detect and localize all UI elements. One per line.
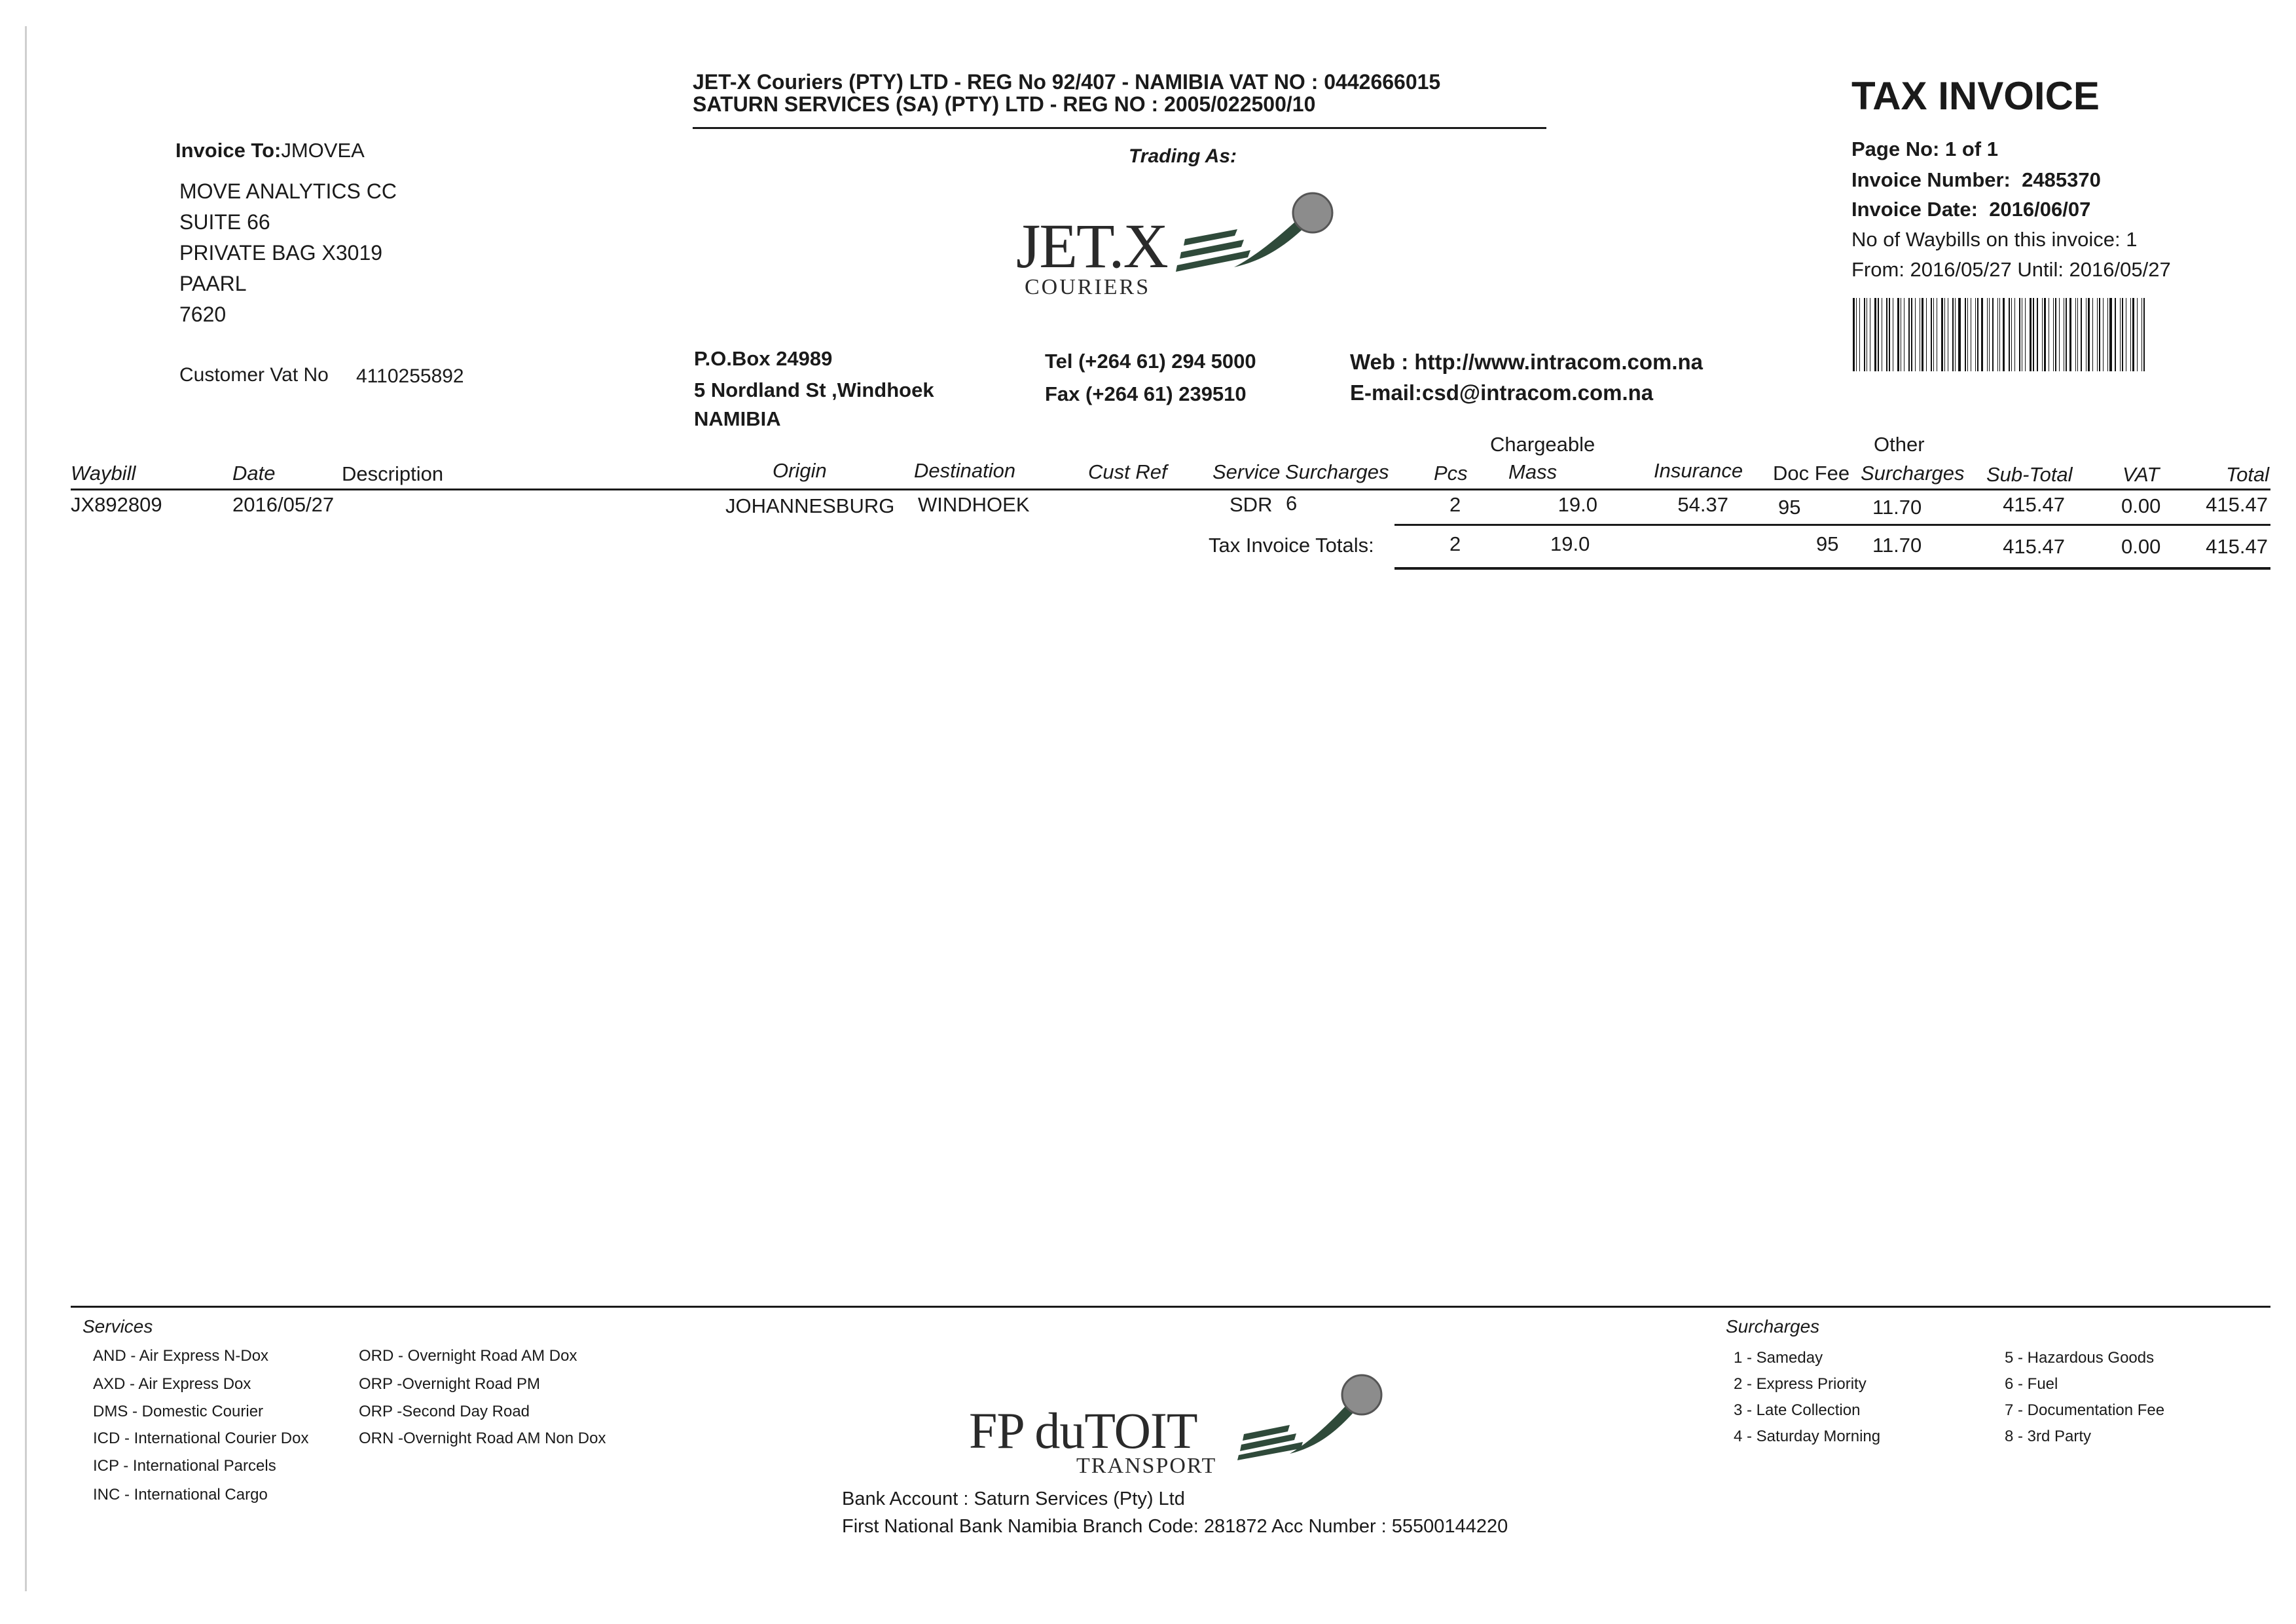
col-header-date: Date bbox=[232, 462, 276, 485]
barcode-bar bbox=[2059, 298, 2060, 371]
barcode-bar bbox=[2030, 298, 2032, 371]
cell-pcs: 2 bbox=[1449, 493, 1461, 516]
invoice-title: TAX INVOICE bbox=[1851, 74, 2100, 118]
company-web-link[interactable]: Web : http://www.intracom.com.na bbox=[1350, 350, 1704, 374]
service-item: AND - Air Express N-Dox bbox=[93, 1347, 269, 1365]
barcode-bar bbox=[2014, 298, 2015, 371]
header-rule bbox=[693, 127, 1546, 129]
barcode-bar bbox=[2120, 298, 2121, 371]
barcode-bar bbox=[1915, 298, 1916, 371]
service-item: ORP -Overnight Road PM bbox=[359, 1375, 540, 1393]
barcode-bar bbox=[2109, 298, 2111, 371]
cell-service: SDR bbox=[1230, 493, 1273, 516]
cell-vat: 0.00 bbox=[2121, 494, 2161, 517]
company-line-1: JET-X Couriers (PTY) LTD - REG No 92/407 - NAMIBIA VAT NO : 0442666015 bbox=[693, 70, 1441, 94]
jetx-logo bbox=[1008, 183, 1349, 308]
invoice-period: From: 2016/05/27 Until: 2016/05/27 bbox=[1851, 258, 2171, 281]
invoice-number bbox=[1851, 168, 2101, 192]
customer-address-line-4: PAARL bbox=[179, 272, 247, 295]
totals-other: 11.70 bbox=[1872, 534, 1922, 557]
barcode-bar bbox=[1856, 298, 1857, 371]
fpdutoit-logo-text: FP duTOIT bbox=[969, 1402, 1197, 1459]
barcode-bar bbox=[1853, 298, 1855, 371]
company-address-line-3: NAMIBIA bbox=[694, 407, 781, 430]
customer-address-line-1: MOVE ANALYTICS CC bbox=[179, 179, 397, 203]
totals-subtotal: 415.47 bbox=[2003, 535, 2065, 558]
surcharge-item: 2 - Express Priority bbox=[1734, 1375, 1867, 1393]
barcode-bar bbox=[1992, 298, 1994, 371]
cell-other: 11.70 bbox=[1872, 496, 1922, 519]
service-item: ICP - International Parcels bbox=[93, 1457, 276, 1475]
totals-pcs: 2 bbox=[1449, 532, 1461, 555]
barcode-bar bbox=[1926, 298, 1927, 371]
cell-mass: 19.0 bbox=[1558, 493, 1597, 516]
totals-top-rule bbox=[1394, 524, 2270, 526]
col-header-vat: VAT bbox=[2123, 463, 2160, 486]
totals-total: 415.47 bbox=[2206, 535, 2268, 558]
surcharge-item: 5 - Hazardous Goods bbox=[2005, 1349, 2155, 1367]
barcode-bar bbox=[1952, 298, 1954, 371]
barcode-bar bbox=[2037, 298, 2038, 371]
barcode-bar bbox=[2132, 298, 2134, 371]
company-address-line-2: 5 Nordland St ,Windhoek bbox=[694, 378, 934, 401]
col-header-waybill: Waybill bbox=[71, 462, 136, 485]
service-item: DMS - Domestic Courier bbox=[93, 1403, 264, 1420]
barcode-bar bbox=[1989, 298, 1990, 371]
services-title: Services bbox=[82, 1316, 153, 1337]
col-header-other: Other bbox=[1874, 433, 1925, 456]
barcode-bar bbox=[2011, 298, 2012, 371]
surcharge-item: 8 - 3rd Party bbox=[2005, 1428, 2092, 1445]
company-line-2: SATURN SERVICES (SA) (PTY) LTD - REG NO : 2005/022500/10 bbox=[693, 92, 1316, 116]
barcode-bar bbox=[1889, 298, 1890, 371]
barcode-bar bbox=[1977, 298, 1978, 371]
totals-doc-fee: 95 bbox=[1816, 532, 1839, 555]
barcode-bar bbox=[2097, 298, 2098, 371]
totals-mass: 19.0 bbox=[1550, 532, 1590, 555]
fpdutoit-swoosh-icon bbox=[1237, 1362, 1394, 1460]
col-header-cust-ref: Cust Ref bbox=[1088, 460, 1167, 483]
cell-origin: JOHANNESBURG bbox=[725, 494, 895, 517]
barcode-bar bbox=[2122, 298, 2123, 371]
barcode-bar bbox=[2044, 298, 2046, 371]
invoice-to-label: Invoice To: bbox=[175, 139, 282, 162]
cell-doc-fee: 95 bbox=[1778, 496, 1801, 519]
barcode-bar bbox=[1886, 298, 1887, 371]
cell-surcharges: 6 bbox=[1286, 492, 1298, 515]
barcode-bar bbox=[2092, 298, 2093, 371]
cell-destination: WINDHOEK bbox=[918, 493, 1030, 516]
customer-address-line-5: 7620 bbox=[179, 303, 227, 326]
surcharge-item: 4 - Saturday Morning bbox=[1734, 1428, 1881, 1445]
company-address-line-1: P.O.Box 24989 bbox=[694, 347, 833, 370]
barcode-bar bbox=[2103, 298, 2104, 371]
barcode-bar bbox=[2099, 298, 2100, 371]
trading-as: Trading As: bbox=[1129, 145, 1237, 167]
invoice-number-value: 2485370 bbox=[2022, 168, 2101, 191]
barcode-bar bbox=[2066, 298, 2067, 371]
col-header-surcharges: Surcharges bbox=[1285, 460, 1389, 483]
barcode-bar bbox=[2025, 298, 2026, 371]
table-header-rule bbox=[71, 489, 2270, 490]
barcode-bar bbox=[1933, 298, 1934, 371]
surcharge-item: 1 - Sameday bbox=[1734, 1349, 1823, 1367]
fpdutoit-logo-subtext: TRANSPORT bbox=[1076, 1454, 1217, 1478]
page-number: Page No: 1 of 1 bbox=[1851, 138, 1998, 160]
barcode-bar bbox=[1908, 298, 1910, 371]
barcode-bar bbox=[1874, 298, 1876, 371]
barcode-bar bbox=[1975, 298, 1976, 371]
company-email-link[interactable]: E-mail:csd@intracom.com.na bbox=[1350, 380, 1654, 405]
surcharge-item: 3 - Late Collection bbox=[1734, 1401, 1861, 1419]
bank-account-line-1: Bank Account : Saturn Services (Pty) Ltd bbox=[842, 1488, 1185, 1509]
col-header-origin: Origin bbox=[773, 459, 827, 482]
col-header-mass: Mass bbox=[1508, 460, 1558, 483]
invoice-number-label: Invoice Number: bbox=[1851, 168, 2011, 191]
invoice-date-label: Invoice Date: bbox=[1851, 198, 1978, 221]
company-fax: Fax (+264 61) 239510 bbox=[1045, 382, 1247, 405]
barcode-bar bbox=[2137, 298, 2138, 371]
barcode-bar bbox=[2069, 298, 2071, 371]
barcode-bar bbox=[2081, 298, 2082, 371]
cell-total: 415.47 bbox=[2206, 493, 2268, 516]
barcode-bar bbox=[1967, 298, 1968, 371]
barcode-bar bbox=[2042, 298, 2043, 371]
customer-vat-number: 4110255892 bbox=[356, 365, 464, 387]
company-tel: Tel (+264 61) 294 5000 bbox=[1045, 350, 1256, 373]
barcode-bar bbox=[2107, 298, 2108, 371]
barcode-bar bbox=[2009, 298, 2010, 371]
bank-account-line-2: First National Bank Namibia Branch Code: 281872 Acc Number : 55500144220 bbox=[842, 1516, 1508, 1537]
invoice-date-value: 2016/06/07 bbox=[1989, 198, 2091, 221]
barcode-bar bbox=[1999, 298, 2000, 371]
service-item: INC - International Cargo bbox=[93, 1486, 268, 1504]
barcode-bar bbox=[2115, 298, 2116, 371]
surcharge-item: 6 - Fuel bbox=[2005, 1375, 2058, 1393]
jetx-swoosh-icon bbox=[1172, 183, 1355, 282]
jetx-logo-text: JET.X bbox=[1016, 211, 1167, 281]
invoice-to bbox=[175, 139, 365, 162]
totals-bottom-rule bbox=[1394, 567, 2270, 570]
service-item: AXD - Air Express Dox bbox=[93, 1375, 251, 1393]
barcode-bar bbox=[1931, 298, 1932, 371]
barcode-bar bbox=[1944, 298, 1945, 371]
totals-vat: 0.00 bbox=[2121, 535, 2161, 558]
service-item: ORP -Second Day Road bbox=[359, 1403, 530, 1420]
barcode-bar bbox=[2019, 298, 2020, 371]
invoice-barcode bbox=[1853, 298, 2147, 371]
barcode-bar bbox=[1878, 298, 1879, 371]
col-header-destination: Destination bbox=[914, 459, 1016, 482]
barcode-bar bbox=[1965, 298, 1966, 371]
barcode-bar bbox=[1897, 298, 1899, 371]
col-header-pcs: Pcs bbox=[1434, 462, 1468, 485]
barcode-bar bbox=[1955, 298, 1956, 371]
surcharge-item: 7 - Documentation Fee bbox=[2005, 1401, 2165, 1419]
barcode-bar bbox=[1997, 298, 1998, 371]
col-header-chargeable: Chargeable bbox=[1490, 433, 1595, 456]
cell-date: 2016/05/27 bbox=[232, 493, 335, 516]
fpdutoit-logo bbox=[962, 1362, 1394, 1486]
surcharges-title: Surcharges bbox=[1726, 1316, 1820, 1337]
barcode-bar bbox=[2053, 298, 2054, 371]
customer-address-line-2: SUITE 66 bbox=[179, 210, 270, 234]
customer-vat-label: Customer Vat No bbox=[179, 364, 329, 386]
invoice-to-code: JMOVEA bbox=[281, 139, 365, 162]
waybill-count: No of Waybills on this invoice: 1 bbox=[1851, 228, 2138, 251]
barcode-bar bbox=[1911, 298, 1912, 371]
service-item: ORD - Overnight Road AM Dox bbox=[359, 1347, 577, 1365]
barcode-bar bbox=[2075, 298, 2076, 371]
col-header-service: Service bbox=[1212, 460, 1281, 483]
page-edge-line bbox=[25, 26, 27, 1591]
barcode-bar bbox=[2141, 298, 2142, 371]
barcode-bar bbox=[2077, 298, 2078, 371]
barcode-bar bbox=[2130, 298, 2131, 371]
jetx-logo-subtext: COURIERS bbox=[1025, 275, 1151, 299]
cell-insurance: 54.37 bbox=[1677, 493, 1728, 516]
totals-label: Tax Invoice Totals: bbox=[1209, 534, 1374, 557]
barcode-bar bbox=[1864, 298, 1865, 371]
barcode-bar bbox=[1981, 298, 1983, 371]
col-header-doc-fee: Doc Fee bbox=[1773, 462, 1850, 485]
barcode-bar bbox=[2088, 298, 2090, 371]
barcode-bar bbox=[1958, 298, 1960, 371]
barcode-bar bbox=[2143, 298, 2145, 371]
barcode-bar bbox=[2003, 298, 2005, 371]
service-item: ORN -Overnight Road AM Non Dox bbox=[359, 1430, 606, 1447]
col-header-insurance: Insurance bbox=[1654, 459, 1743, 482]
cell-subtotal: 415.47 bbox=[2003, 493, 2065, 516]
customer-address-line-3: PRIVATE BAG X3019 bbox=[179, 241, 383, 265]
invoice-date bbox=[1851, 198, 2090, 221]
cell-waybill: JX892809 bbox=[71, 493, 162, 516]
barcode-bar bbox=[1987, 298, 1988, 371]
footer-rule bbox=[71, 1306, 2270, 1308]
barcode-bar bbox=[1859, 298, 1860, 371]
col-header-other-surcharges: Surcharges bbox=[1861, 462, 1965, 485]
barcode-bar bbox=[1941, 298, 1943, 371]
col-header-subtotal: Sub-Total bbox=[1986, 463, 2073, 486]
col-header-description: Description bbox=[342, 462, 444, 485]
service-item: ICD - International Courier Dox bbox=[93, 1430, 309, 1447]
barcode-bar bbox=[1922, 298, 1923, 371]
barcode-bar bbox=[2055, 298, 2056, 371]
col-header-total: Total bbox=[2226, 463, 2270, 486]
